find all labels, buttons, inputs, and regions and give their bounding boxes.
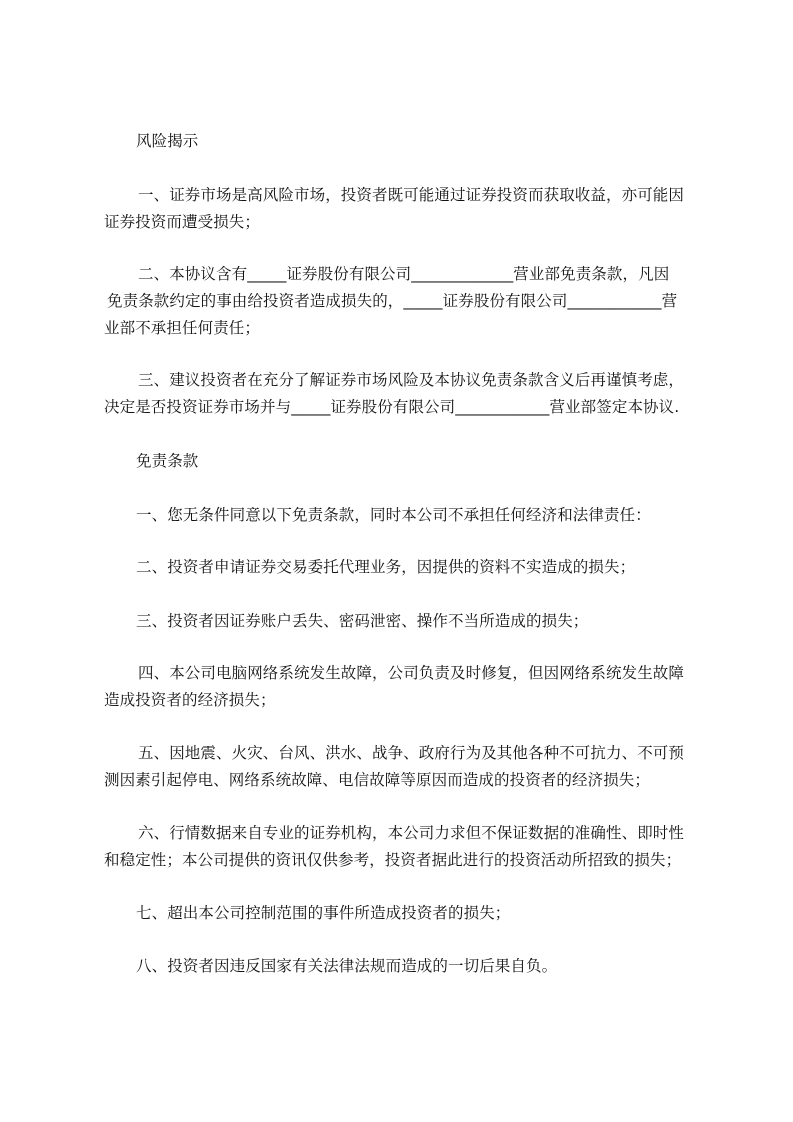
risk-item-3-line-2: 决定是否投资证券市场并与_____证券股份有限公司____________营业部签定本协议. [104,398,680,416]
disclaimer-clause-4-line-2: 造成投资者的经济损失； [104,691,276,709]
disclaimer-clause-8: 八、投资者因违反国家有关法律法规而造成的一切后果自负。 [136,957,558,975]
disclaimer-clause-4-line-1: 四、本公司电脑网络系统发生故障，公司负责及时修复，但因网络系统发生故障 [138,664,685,682]
risk-heading: 风险揭示 [136,132,199,150]
disclaimer-clause-2: 二、投资者申请证券交易委托代理业务，因提供的资料不实造成的损失； [136,558,636,576]
disclaimer-clause-1: 一、您无条件同意以下免责条款，同时本公司不承担任何经济和法律责任： [136,506,651,524]
disclaimer-clause-7: 七、超出本公司控制范围的事件所造成投资者的损失； [136,904,511,922]
disclaimer-clause-5-line-1: 五、因地震、火灾、台风、洪水、战争、政府行为及其他各种不可抗力、不可预 [138,744,685,762]
risk-item-1-line-1: 一、证券市场是高风险市场，投资者既可能通过证券投资而获取收益，亦可能因 [138,186,685,204]
risk-item-2-line-2: 免责条款约定的事由给投资者造成损失的，_____证券股份有限公司____________营 [107,292,678,310]
disclaimer-heading: 免责条款 [136,452,199,470]
risk-item-3-line-1: 三、建议投资者在充分了解证券市场风险及本协议免责条款含义后再谨慎考虑， [138,371,685,389]
disclaimer-clause-3: 三、投资者因证券账户丢失、密码泄密、操作不当所造成的损失； [136,612,589,630]
disclaimer-clause-5-line-2: 测因素引起停电、网络系统故障、电信故障等原因而造成的投资者的经济损失； [104,771,651,789]
disclaimer-clause-6-line-1: 六、行情数据来自专业的证券机构，本公司力求但不保证数据的准确性、即时性 [138,824,685,842]
disclaimer-clause-6-line-2: 和稳定性；本公司提供的资讯仅供参考，投资者据此进行的投资活动所招致的损失； [104,851,682,869]
risk-item-2-line-3: 业部不承担任何责任； [104,319,261,337]
risk-item-2-line-1: 二、本协议含有_____证券股份有限公司_____________营业部免责条款，凡因 [138,265,670,283]
risk-item-1-line-2: 证券投资而遭受损失； [104,213,261,231]
